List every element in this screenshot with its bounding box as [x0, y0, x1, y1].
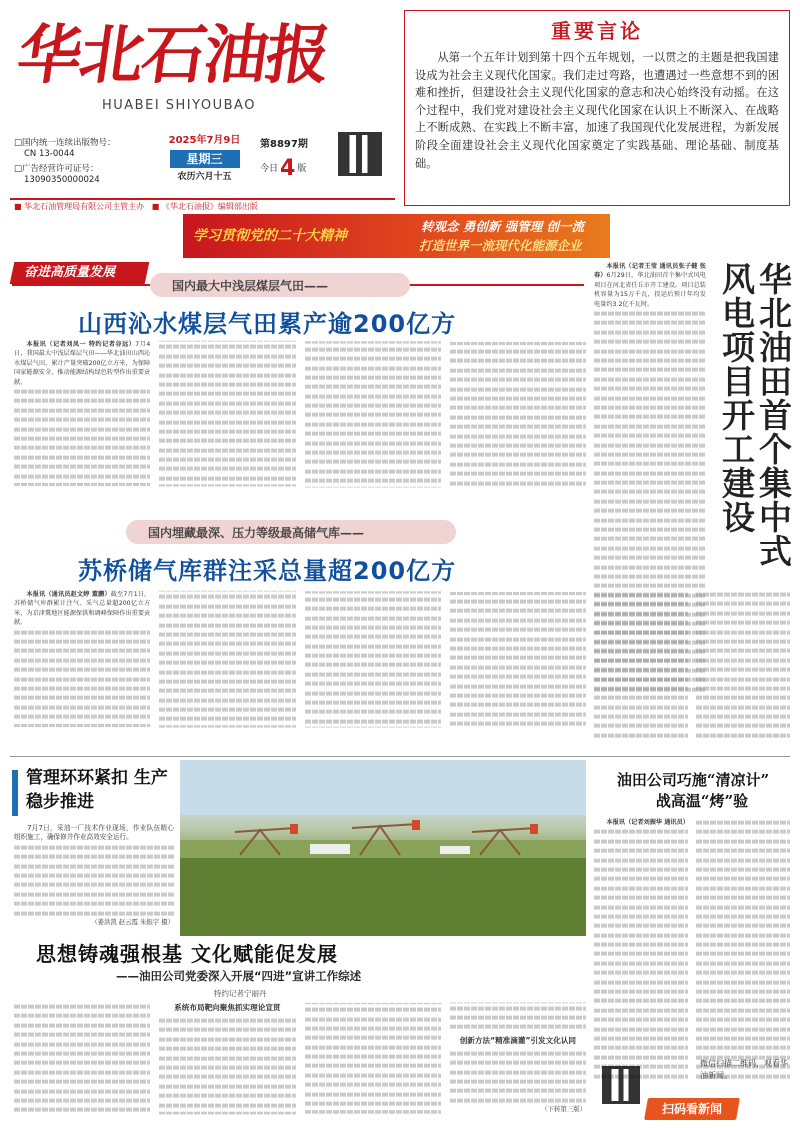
oilfield-photo — [180, 760, 586, 936]
photo-caption: （姜洪凯 赵云霞 朱振宇 摄） — [91, 917, 174, 926]
masthead-bottom-bar — [10, 198, 395, 200]
square-icon: ■ — [151, 202, 160, 211]
story6-subtitle-2: 创新方法“精准滴灌”引发文化认同 — [459, 1035, 577, 1045]
masthead-pages: 今日4 版 — [260, 156, 307, 181]
banner-left-text: 学习贯彻党的二十大精神 — [193, 228, 347, 244]
masthead-issue-box — [260, 138, 330, 181]
story1-body: 本报讯（记者刘凤一 特约记者谷远）7月4日，我国最大中浅层煤层气田——华北油田山西沁水煤层气田，累计产量突破200亿立方米，为保障国家能源安全、推动能源结构绿色转型作出重要贡献。 — [14, 340, 586, 520]
masthead-publisher: ■ 华北石油管理局有限公司主管主办 ■ 《华北石油报》编辑部出版 — [14, 202, 258, 211]
masthead-date-box — [152, 134, 257, 192]
footer-qr-code — [602, 1066, 640, 1104]
editorial-box — [404, 10, 790, 206]
masthead-qr-code — [338, 132, 382, 176]
banner-right-text-1: 转观念 勇创新 强管理 创一流 — [421, 219, 585, 234]
story3-body-bottom — [594, 590, 790, 746]
story3-body-top: 本报讯（记者王莹 通讯员张子健 张春）6月29日，华北油田首个集中式风电项目在河北省任丘市开工建设。项目总装机容量为15万千瓦，投运后预计年均发电量约3.2亿千瓦时。 — [594, 262, 706, 746]
story2-body: 本报讯（通讯员赵文婷 董鹏）截至7月1日，苏桥储气库群累计注气、采气总量超200亿立方米，为京津冀地区能源保供和调峰保障作出重要贡献。 — [14, 590, 586, 760]
story6-headline: 思想铸魂强根基 文化赋能促发展 — [36, 942, 338, 966]
box-icon: □ — [14, 138, 23, 148]
story1-headline: 山西沁水煤层气田累产逾200亿方 — [78, 310, 457, 338]
banner-right-text-2: 打造世界一流现代化能源企业 — [419, 238, 582, 253]
separator — [10, 756, 790, 757]
story6-subhead: ——油田公司党委深入开展“四进”宣讲工作综述 — [116, 969, 362, 983]
masthead-lunar: 农历六月十五 — [177, 172, 232, 182]
scan-label: 扫码看新闻 — [644, 1098, 740, 1120]
masthead-logo: 华北石油报 — [12, 18, 334, 93]
story4-accent — [12, 770, 18, 816]
story6-byline: 特约记者宁丽丹 — [214, 989, 267, 998]
story4-body: 7月7日，采油一厂技术作业现场，作业队伍精心组织施工，确保修井作业高效安全运行。 （姜洪凯 赵云霞 朱振宇 摄） — [14, 824, 174, 926]
story5-body: 本报讯（记者刘振华 通讯员） — [594, 818, 790, 1092]
story6-continued: （下转第三版） — [541, 1105, 586, 1114]
story2-headline: 苏桥储气库群注采总量超200亿方 — [78, 557, 457, 585]
masthead — [10, 12, 395, 212]
square-icon: ■ — [14, 202, 22, 211]
editorial-text: 从第一个五年计划到第十四个五年规划，一以贯之的主题是把我国建设成为社会主义现代化国家。我们走过弯路，也遭遇过一些意想不到的困难和挫折，但建设社会主义现代化国家的意志和决心始终没有动摇。在这个过程中，我们党对建设社会主义现代化国家在认识上不断深入、在战略上不断成熟、在实践上不断丰富，加速了我国现代化发展进程，为新发展阶段全面建设社会主义现代化国家奠定了实践基础、理论基础、制度基础。 — [415, 51, 779, 170]
box-icon: □ — [14, 164, 23, 174]
section-tag: 奋进高质量发展 — [10, 262, 150, 284]
story3-headline: 华北油田首个集中式风电项目开工建设 — [717, 262, 793, 568]
story2-kicker: 国内埋藏最深、压力等级最高储气库—— — [148, 526, 365, 540]
masthead-date: 2025年7月9日 — [168, 135, 241, 146]
masthead-pinyin: HUABEI SHIYOUBAO — [102, 98, 256, 113]
masthead-info: □国内统一连续出版物号： CN 13-0044 □广告经营许可证号： 13090350000024 — [14, 138, 116, 185]
masthead-issue: 第8897期 — [260, 139, 308, 150]
editorial-title: 重要言论 — [551, 19, 643, 43]
story1-kicker: 国内最大中浅层煤层气田—— — [172, 279, 329, 293]
masthead-weekday: 星期三 — [170, 150, 240, 168]
theme-banner — [183, 214, 610, 258]
story4-headline: 管理环环紧扣 生产稳步推进 — [26, 768, 168, 812]
pumpjack-illustration — [180, 760, 586, 936]
story5-headline: 油田公司巧施“清凉计” 战高温“烤”验 — [616, 771, 770, 810]
story6-body — [14, 1002, 586, 1118]
story6-subtitle-1: 系统布局靶向聚焦抓实理论宣贯 — [174, 1003, 281, 1012]
qr-caption: 微信扫描二维码，观看华油新闻。 — [700, 1059, 788, 1080]
